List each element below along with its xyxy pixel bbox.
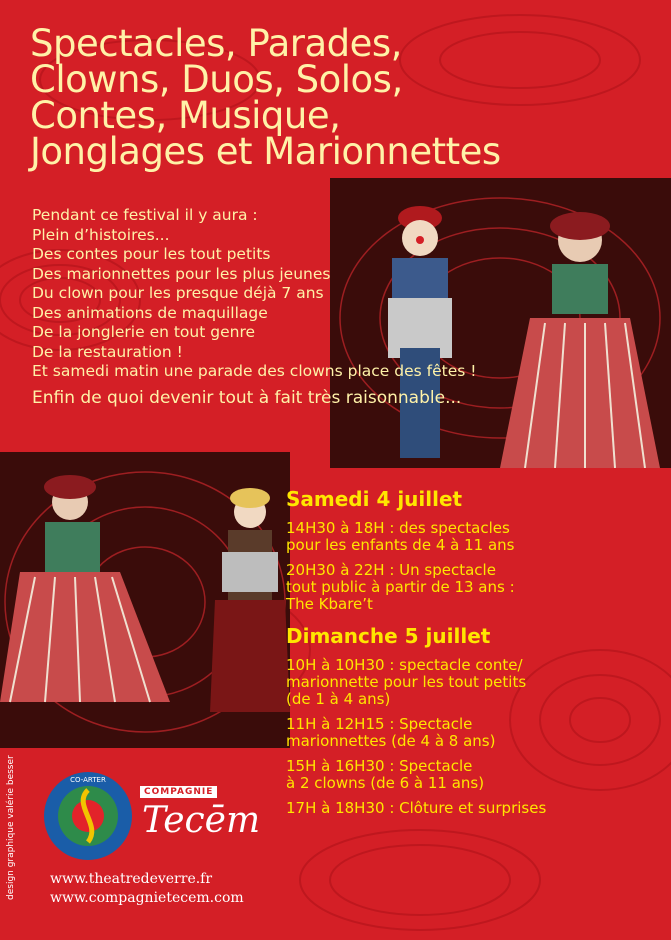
intro-line: Du clown pour les presque déjà 7 ans xyxy=(32,284,324,302)
day-heading-saturday: Samedi 4 juillet xyxy=(286,487,463,511)
event-line: 11H à 12H15 : Spectacle xyxy=(286,715,473,733)
event-line: (de 1 à 4 ans) xyxy=(286,690,391,708)
day-heading-sunday: Dimanche 5 juillet xyxy=(286,624,491,648)
intro-line: Plein d’histoires... xyxy=(32,225,170,244)
tecem-name: Tecēm xyxy=(142,800,261,841)
intro-line: De la restauration ! xyxy=(32,342,183,361)
event-line: The Kbare’t xyxy=(286,595,373,613)
coarter-logo-text: CO-ARTER xyxy=(70,776,106,784)
event-line: 15H à 16H30 : Spectacle xyxy=(286,757,473,775)
event-item xyxy=(286,716,666,750)
intro-text xyxy=(32,206,662,408)
coarter-logo xyxy=(42,770,134,862)
event-item xyxy=(286,520,666,554)
intro-line: Des contes pour les tout petits xyxy=(32,245,271,263)
poster-title xyxy=(30,22,660,173)
website-links xyxy=(50,870,244,908)
title-line: Contes, Musique, xyxy=(30,94,341,137)
event-item xyxy=(286,562,666,613)
website-link-theatredeverre[interactable]: www.theatredeverre.fr xyxy=(50,871,213,887)
event-line: à 2 clowns (de 6 à 11 ans) xyxy=(286,774,485,792)
intro-line: De la jonglerie en tout genre xyxy=(32,323,256,341)
intro-line: Pendant ce festival il y aura : xyxy=(32,206,258,224)
program-schedule xyxy=(286,486,666,817)
event-line: marionnettes (de 4 à 8 ans) xyxy=(286,732,496,750)
event-line: marionnette pour les tout petits xyxy=(286,673,527,691)
event-line: 14H30 à 18H : des spectacles xyxy=(286,519,510,537)
event-item xyxy=(286,800,666,817)
event-line: 20H30 à 22H : Un spectacle xyxy=(286,561,496,579)
event-item xyxy=(286,758,666,792)
title-line: Jonglages et Marionnettes xyxy=(30,130,501,173)
title-line: Spectacles, Parades, xyxy=(30,22,402,65)
design-credit: design graphique valérie besser xyxy=(6,755,16,900)
event-line: 17H à 18H30 : Clôture et surprises xyxy=(286,799,547,817)
tecem-logo xyxy=(140,786,270,850)
photo-clowns-stage xyxy=(0,452,290,748)
intro-line: Et samedi matin une parade des clowns place des fêtes ! xyxy=(32,362,477,380)
compagnie-label: COMPAGNIE xyxy=(140,786,217,798)
event-line: tout public à partir de 13 ans : xyxy=(286,578,515,596)
intro-line: Des marionnettes pour les plus jeunes xyxy=(32,264,331,283)
website-link-compagnietecem[interactable]: www.compagnietecem.com xyxy=(50,890,244,906)
title-line: Clowns, Duos, Solos, xyxy=(30,58,403,101)
intro-line: Des animations de maquillage xyxy=(32,303,268,322)
event-line: 10H à 10H30 : spectacle conte/ xyxy=(286,656,523,674)
intro-conclusion: Enfin de quoi devenir tout à fait très raisonnable... xyxy=(32,387,462,408)
event-line: pour les enfants de 4 à 11 ans xyxy=(286,536,515,554)
event-item xyxy=(286,657,666,708)
